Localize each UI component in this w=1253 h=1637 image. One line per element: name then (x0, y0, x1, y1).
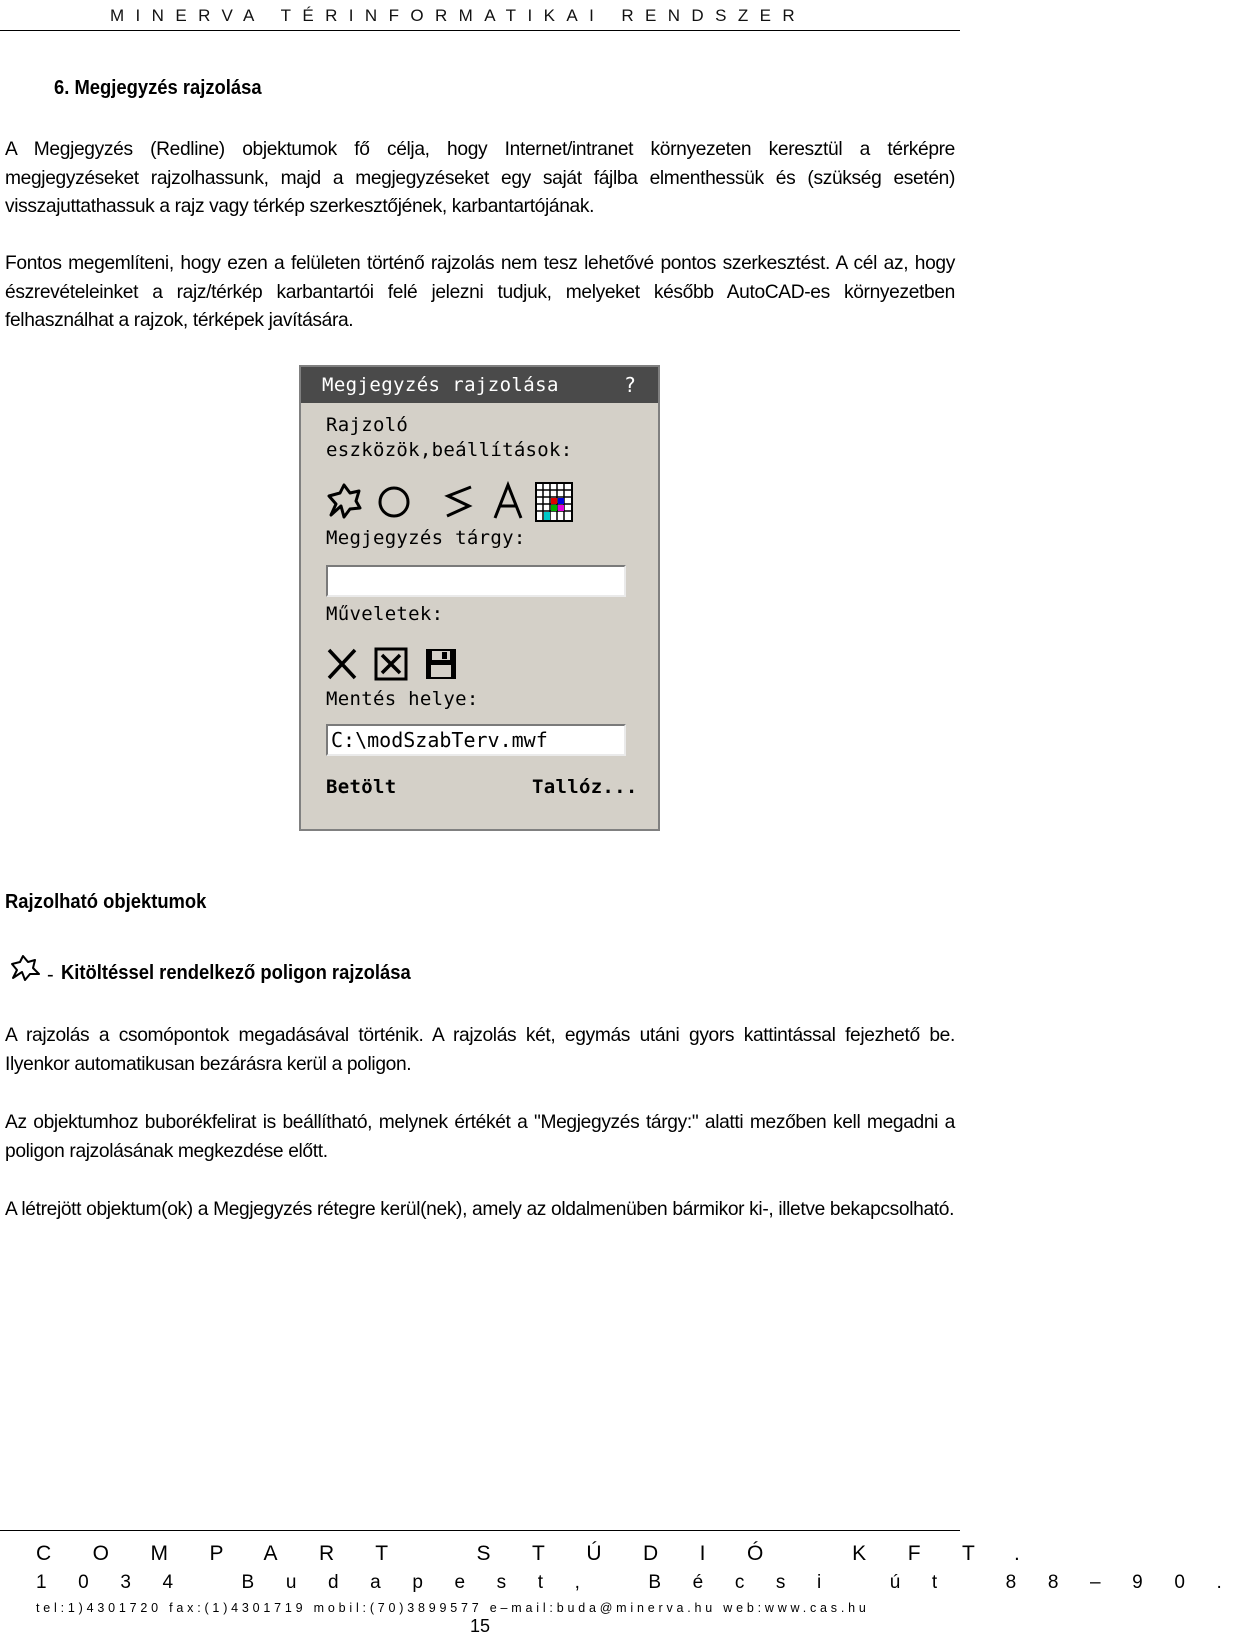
polygon-item-title: Kitöltéssel rendelkező poligon rajzolása (61, 962, 411, 984)
drawing-tools (326, 482, 586, 524)
page-header (0, 0, 960, 31)
color-palette-icon[interactable] (535, 482, 573, 522)
browse-button[interactable]: Tallóz... (532, 776, 638, 798)
tools-label-line1: Rajzoló (326, 414, 409, 436)
subject-label: Megjegyzés tárgy: (326, 527, 526, 549)
save-location-label: Mentés helye: (326, 688, 479, 710)
redline-panel (299, 365, 660, 831)
intro-paragraph: A Megjegyzés (Redline) objektumok fő célja, hogy Internet/intranet környezeten keresztül a térképre megjegyzéseket rajzolhassunk, majd a megjegyzéseket egy saját fájlba elmenthessük és (szükség esetén) visszajuttathassuk a rajz vagy térkép szerkesztőjének, karbantartójának. (5, 139, 955, 217)
tooltip-paragraph: Az objektumhoz buborékfelirat is beállítható, melynek értékét a "Megjegyzés tárgy:" alatti mezőben kell megadni a poligon rajzolásának megkezdése előtt. (5, 1112, 955, 1162)
tools-label-line2: eszközök,beállítások: (326, 439, 573, 461)
polygon-item-heading (9, 954, 709, 986)
footer-contact: tel:1)4301720 fax:(1)4301719 mobil:(70)3899577 e–mail:buda@minerva.hu web:www.cas.hu (36, 1601, 870, 1615)
section-heading: 6. Megjegyzés rajzolása (54, 77, 262, 99)
note-paragraph: Fontos megemlíteni, hogy ezen a felületen történő rajzolás nem tesz lehetővé pontos szerkesztést. A cél az, hogy észrevételeinket a rajz/térkép karbantartói felé jelezni tudjuk, melyeket később AutoCAD-es környezetben felhasználhat a rajzok, térképek javítására. (5, 253, 955, 331)
operations-label: Műveletek: (326, 603, 444, 625)
layer-paragraph: A létrejött objektum(ok) a Megjegyzés rétegre kerül(nek), amely az oldalmenüben bármikor ki-, illetve bekapcsolható. (5, 1199, 955, 1220)
circle-tool-icon[interactable] (377, 482, 413, 520)
page-number: 15 (469, 1616, 491, 1636)
delete-icon[interactable] (326, 647, 358, 681)
polygon-icon (9, 954, 43, 982)
polyline-tool-icon[interactable] (443, 482, 475, 520)
clear-all-icon[interactable] (374, 647, 408, 681)
save-icon[interactable] (424, 647, 458, 681)
panel-title: Megjegyzés rajzolása (322, 374, 559, 396)
drawing-paragraph: A rajzolás a csomópontok megadásával történik. A rajzolás két, egymás utáni gyors kattintással fejezhető be. Ilyenkor automatikusan bezárásra kerül a poligon. (5, 1025, 955, 1075)
operations-toolbar (326, 647, 476, 683)
polygon-tool-icon[interactable] (326, 482, 362, 520)
subject-input[interactable] (326, 565, 626, 597)
help-icon[interactable]: ? (623, 373, 636, 397)
header-title: MINERVA TÉRINFORMATIKAI RENDSZER (110, 6, 807, 25)
footer-company: COMPART STÚDIÓ KFT. (36, 1542, 1062, 1565)
text-tool-icon[interactable] (492, 482, 524, 520)
load-button[interactable]: Betölt (326, 776, 397, 798)
polygon-item-dash: - (47, 964, 54, 986)
footer-divider (0, 1530, 960, 1531)
panel-titlebar (301, 367, 658, 403)
subsection-heading: Rajzolható objektumok (5, 891, 207, 913)
save-location-input[interactable] (326, 724, 626, 756)
footer-address: 1034 Budapest, Bécsi út 88–90. (36, 1572, 1253, 1593)
